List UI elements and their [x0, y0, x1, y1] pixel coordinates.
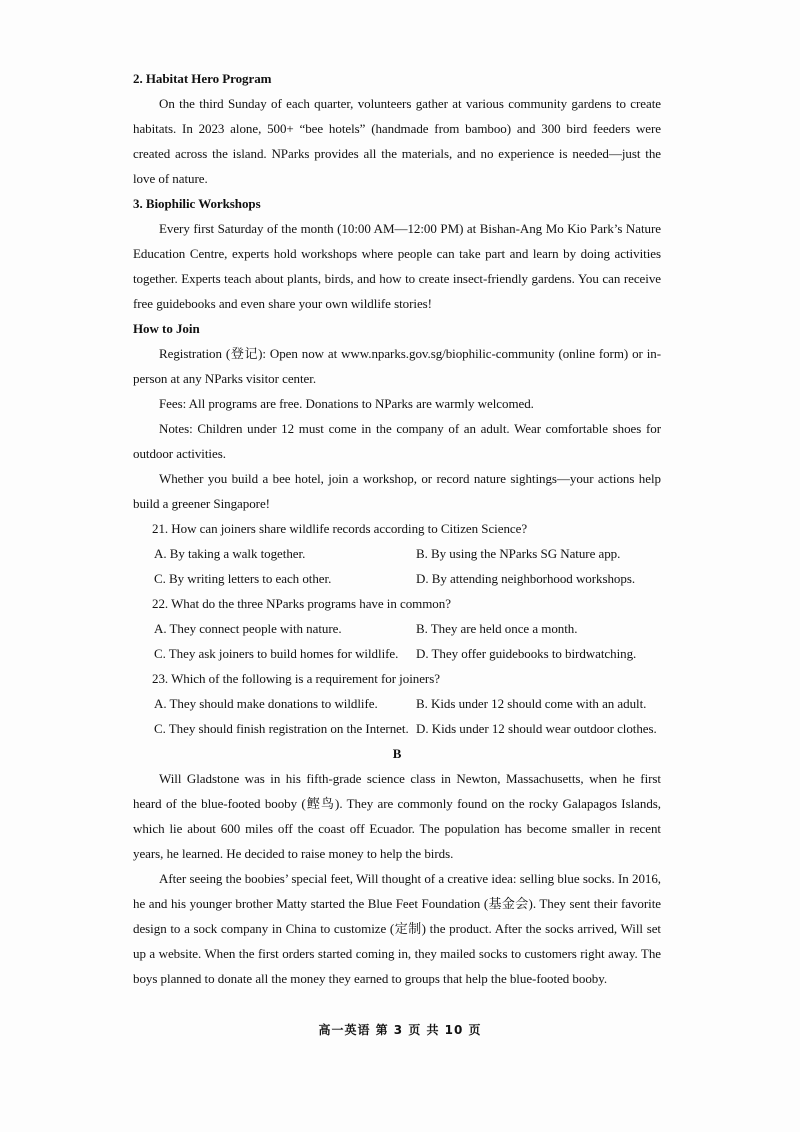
question-23-option-a: A. They should make donations to wildlife. [154, 696, 378, 711]
question-21-options [133, 541, 661, 591]
biophilic-workshops-paragraph: Every first Saturday of the month (10:00 AM—12:00 PM) at Bishan-Ang Mo Kio Park’s Nature Education Centre, experts hold workshops where people can take part and learn by doing activities together. Experts teach about plants, birds, and how to create insect-friendly gardens. You can receive free guidebooks and even share your own wildlife stories! [133, 221, 661, 311]
habitat-hero-heading: 2. Habitat Hero Program [133, 71, 272, 86]
question-23-option-b: B. Kids under 12 should come with an adult. [416, 696, 647, 711]
biophilic-workshops-heading: 3. Biophilic Workshops [133, 196, 261, 211]
question-23-option-c: C. They should finish registration on the Internet. [154, 721, 409, 736]
question-22-options [133, 616, 661, 666]
how-to-join-heading: How to Join [133, 321, 200, 336]
page-content [133, 66, 661, 991]
habitat-hero-paragraph: On the third Sunday of each quarter, volunteers gather at various community gardens to create habitats. In 2023 alone, 500+ “bee hotels” (handmade from bamboo) and 300 bird feeders were created across the island. NParks provides all the materials, and no experience is needed—just the love of nature. [133, 96, 661, 186]
question-22-option-b: B. They are held once a month. [416, 621, 578, 636]
closing-paragraph: Whether you build a bee hotel, join a workshop, or record nature sightings—your actions help build a greener Singapore! [133, 471, 661, 511]
question-23-options [133, 691, 661, 741]
question-22-option-c: C. They ask joiners to build homes for wildlife. [154, 646, 399, 661]
question-22-stem: 22. What do the three NParks programs have in common? [152, 596, 451, 611]
question-22-option-d: D. They offer guidebooks to birdwatching. [416, 646, 637, 661]
question-21-option-d: D. By attending neighborhood workshops. [416, 571, 636, 586]
question-22-option-a: A. They connect people with nature. [154, 621, 342, 636]
page-footer: 高一英语 第 3 页 共 10 页 [318, 1023, 482, 1037]
question-23-stem: 23. Which of the following is a requirement for joiners? [152, 671, 440, 686]
passage-b-letter: B [392, 746, 402, 761]
question-23-option-d: D. Kids under 12 should wear outdoor clothes. [416, 721, 657, 736]
fees-paragraph: Fees: All programs are free. Donations to NParks are warmly welcomed. [159, 396, 534, 411]
question-21-stem: 21. How can joiners share wildlife records according to Citizen Science? [152, 521, 528, 536]
question-21-option-c: C. By writing letters to each other. [154, 571, 332, 586]
passage-b-paragraph-2: After seeing the boobies’ special feet, Will thought of a creative idea: selling blue socks. In 2016, he and his younger brother Matty started the Blue Feet Foundation (基金会). They sent their favorite design to a sock company in China to customize (定制) the product. After the socks arrived, Will set up a website. When the first orders started coming in, they mailed socks to customers right away. The boys planned to donate all the money they earned to groups that help the blue-footed booby. [133, 871, 661, 986]
notes-paragraph: Notes: Children under 12 must come in the company of an adult. Wear comfortable shoes for outdoor activities. [133, 421, 661, 461]
passage-b-paragraph-1: Will Gladstone was in his fifth-grade science class in Newton, Massachusetts, when he first heard of the blue-footed booby (鲣鸟). They are commonly found on the rocky Galapagos Islands, which lie about 600 miles off the coast off Ecuador. The population has become smaller in recent years, he learned. He decided to raise money to help the birds. [133, 771, 661, 861]
question-21-option-a: A. By taking a walk together. [154, 546, 306, 561]
registration-paragraph: Registration (登记): Open now at www.nparks.gov.sg/biophilic-community (online form) or in-person at any NParks visitor center. [133, 346, 661, 386]
question-21-option-b: B. By using the NParks SG Nature app. [416, 546, 621, 561]
